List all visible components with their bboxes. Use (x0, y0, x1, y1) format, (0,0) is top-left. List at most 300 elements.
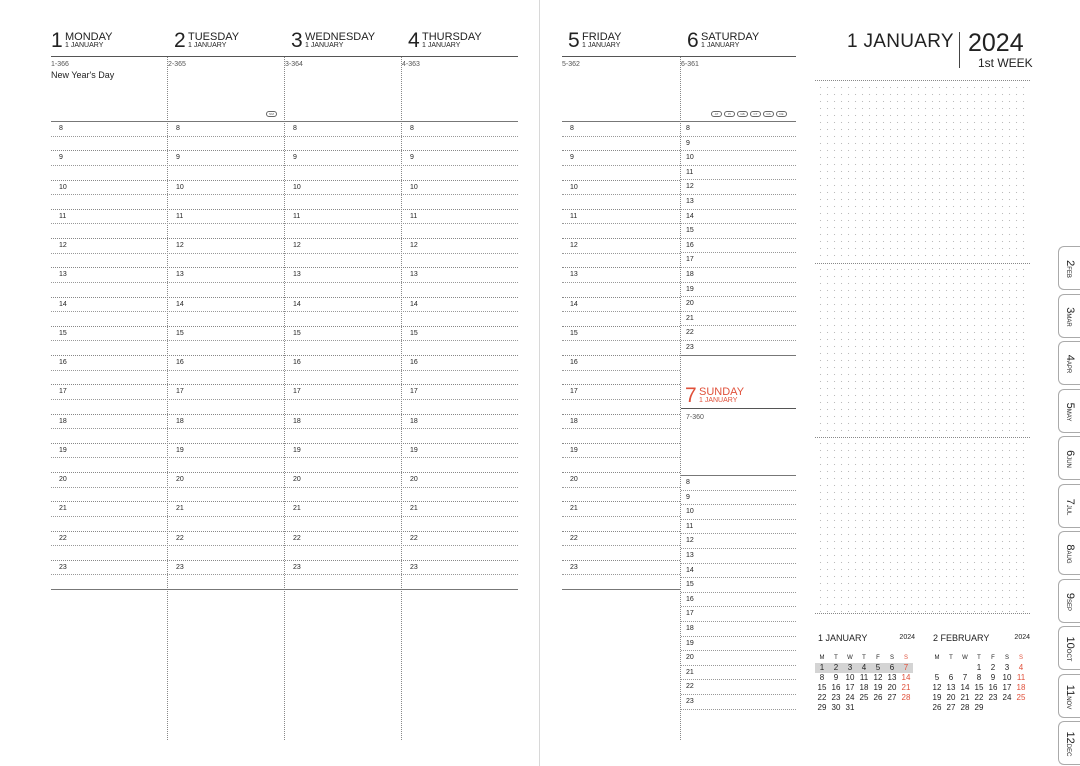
day-header-1 (51, 30, 161, 56)
hour-label: 16 (176, 359, 184, 366)
month-tab-nov[interactable] (1058, 674, 1080, 718)
date-cell: 24 (1002, 693, 1012, 702)
day-header-3 (291, 30, 401, 56)
hour-label: 14 (686, 566, 694, 574)
half-hour-line (51, 194, 518, 195)
day-header-6 (687, 30, 797, 56)
hour-line (681, 238, 796, 239)
hour-label: 23 (410, 563, 418, 571)
hour-label: 12 (59, 242, 67, 249)
week-row (815, 683, 913, 693)
day-count: 6-361 (681, 61, 699, 68)
hour-line (681, 136, 796, 137)
hour-label: 17 (59, 388, 67, 396)
date-cell: 26 (932, 703, 942, 712)
hour-label: 13 (410, 271, 418, 279)
hour-label: 14 (570, 300, 578, 308)
hour-label: 21 (686, 668, 694, 676)
sunday-grid-top (681, 475, 796, 476)
half-hour-line (562, 165, 680, 166)
hour-label: 8 (59, 125, 63, 132)
hour-line (681, 267, 796, 268)
saturday-grid-bottom (681, 355, 796, 356)
hour-line (51, 501, 518, 502)
hour-line (562, 531, 680, 532)
hour-line (681, 490, 796, 491)
hour-label: 20 (570, 476, 578, 483)
day-number: 6 (687, 29, 699, 52)
hour-label: 20 (686, 654, 694, 662)
date-cell: 20 (887, 683, 897, 692)
hour-label: 19 (293, 446, 301, 454)
date-cell: 13 (946, 683, 956, 692)
month-tab-number: 10 (1064, 636, 1076, 649)
date-cell: 27 (946, 703, 956, 712)
date-cell: 9 (833, 673, 839, 682)
hour-line (681, 577, 796, 578)
hour-line (562, 472, 680, 473)
half-hour-line (51, 253, 518, 254)
week-row (930, 683, 1028, 693)
hour-label: 21 (59, 505, 67, 513)
date-cell (871, 703, 885, 713)
day-month: 1 JANUARY (65, 42, 104, 49)
weekday-label: T (977, 654, 981, 661)
date-cell (986, 703, 1000, 713)
date-cell: 19 (932, 693, 942, 702)
notes-bottom-line (815, 613, 1030, 614)
weekday-label: S (1004, 654, 1009, 661)
weekday-label: W (847, 654, 853, 661)
half-hour-line (51, 399, 518, 400)
weekday-label: T (834, 654, 838, 661)
half-hour-line (562, 194, 680, 195)
month-tab-oct[interactable] (1058, 626, 1080, 670)
mini-calendar-month: 1 JANUARY (818, 633, 868, 643)
hour-line (681, 296, 796, 297)
hour-line (51, 326, 518, 327)
hour-label: 19 (410, 446, 418, 454)
hour-label: 22 (410, 534, 418, 542)
page-gutter (539, 0, 540, 766)
hour-line (51, 560, 518, 561)
date-cell: 3 (843, 663, 857, 673)
hour-line (681, 223, 796, 224)
hour-label: 22 (59, 534, 67, 542)
date-cell: 16 (988, 683, 998, 692)
mini-calendar-1 (815, 633, 915, 713)
day-month: 1 JANUARY (188, 42, 227, 49)
date-cell: 6 (885, 663, 899, 673)
month-tab-abbrev: JUN (1065, 456, 1071, 468)
month-tab-number: 4 (1064, 354, 1076, 361)
week-row (815, 703, 913, 713)
notes-divider (815, 263, 1030, 264)
weekday-row (815, 652, 913, 663)
date-cell: 15 (817, 683, 827, 692)
half-hour-line (51, 487, 518, 488)
header-line-right (562, 56, 796, 57)
hour-label: 9 (686, 493, 690, 501)
day-name: SATURDAY (701, 31, 760, 43)
month-tab-number: 9 (1064, 592, 1076, 599)
date-cell: 27 (887, 693, 897, 702)
hour-label: 16 (410, 359, 418, 366)
hour-line (681, 548, 796, 549)
hour-label: 11 (686, 168, 694, 176)
hour-line (562, 267, 680, 268)
weekday-label: M (819, 654, 825, 661)
notes-divider (815, 437, 1030, 438)
month-tab-jun[interactable] (1058, 436, 1080, 480)
date-cell: 11 (859, 673, 869, 682)
hour-label: 15 (293, 329, 301, 337)
half-hour-line (51, 340, 518, 341)
month-tab-number: 6 (1064, 450, 1076, 457)
month-tab-abbrev: JUL (1065, 504, 1071, 515)
month-tab-may[interactable] (1058, 389, 1080, 433)
month-tab-abbrev: SEP (1065, 598, 1071, 611)
half-hour-line (562, 223, 680, 224)
date-cell: 9 (990, 673, 996, 682)
month-tab-number: 12 (1064, 731, 1076, 744)
friday-grid-bottom (562, 589, 680, 590)
hour-label: 9 (570, 154, 574, 162)
saturday-badge: GS (763, 111, 774, 117)
day-name: THURSDAY (422, 31, 482, 43)
dot-grid-section (815, 438, 1030, 612)
weekday-row (930, 652, 1028, 663)
date-cell: 28 (960, 703, 970, 712)
month-tab-number: 8 (1064, 544, 1076, 551)
hour-label: 15 (570, 329, 578, 337)
week-row (930, 703, 1028, 713)
hour-line (51, 150, 518, 151)
hour-label: 13 (59, 271, 67, 279)
month-tab-abbrev: MAR (1065, 312, 1071, 327)
month-tab-number: 3 (1064, 306, 1076, 313)
hour-line (562, 209, 680, 210)
weekday-label: W (962, 654, 968, 661)
date-cell: 14 (901, 673, 911, 682)
month-tab-dec[interactable] (1058, 721, 1080, 765)
month-tab-abbrev: APR (1065, 360, 1071, 374)
half-hour-line (51, 516, 518, 517)
hour-label: 23 (59, 563, 67, 571)
month-tab-number: 7 (1064, 498, 1076, 505)
hour-line (562, 326, 680, 327)
hour-label: 9 (293, 154, 297, 162)
month-tab-mar[interactable] (1058, 294, 1080, 338)
date-cell (958, 663, 972, 673)
hour-line (51, 384, 518, 385)
month-tab-label (1062, 675, 1080, 719)
hour-label: 15 (59, 329, 67, 337)
hour-label: 9 (410, 154, 414, 162)
weekday-label: M (934, 654, 940, 661)
mini-calendar-header (930, 633, 1030, 647)
date-cell: 10 (845, 673, 855, 682)
hour-label: 8 (176, 125, 180, 132)
hour-line (681, 563, 796, 564)
month-tab-feb[interactable] (1058, 246, 1080, 290)
saturday-badge: CT (750, 111, 761, 117)
hour-label: 17 (410, 388, 418, 396)
month-tab-label (1062, 342, 1080, 386)
date-cell: 4 (857, 663, 871, 673)
friday-grid-top (562, 121, 680, 122)
hour-line (681, 636, 796, 637)
hour-label: 9 (686, 139, 690, 147)
hour-line (562, 297, 680, 298)
month-tab-aug[interactable] (1058, 531, 1080, 575)
mini-calendar-month: 2 FEBRUARY (933, 633, 990, 643)
mini-calendar-year: 2024 (899, 634, 915, 641)
hour-label: 12 (410, 242, 418, 249)
hour-label: 11 (410, 212, 418, 220)
date-cell: 25 (859, 693, 869, 702)
month-tab-abbrev: FEB (1065, 266, 1071, 278)
month-title: 1 JANUARY (847, 31, 954, 52)
day-count: 7-360 (686, 414, 704, 421)
hour-label: 11 (293, 212, 301, 220)
day-count: 4-363 (402, 61, 420, 68)
hour-line (51, 267, 518, 268)
day-name: WEDNESDAY (305, 31, 376, 43)
hour-line (681, 325, 796, 326)
hour-line (681, 650, 796, 651)
month-tab-sep[interactable] (1058, 579, 1080, 623)
half-hour-line (562, 457, 680, 458)
hour-label: 17 (570, 388, 578, 396)
month-tab-label (1062, 390, 1080, 434)
date-cell: 16 (831, 683, 841, 692)
weekday-label: T (862, 654, 866, 661)
month-tab-abbrev: DEC (1065, 743, 1071, 757)
weekday-label: S (1018, 654, 1023, 661)
saturday-grid-top (681, 121, 796, 122)
month-tab-label (1062, 580, 1080, 624)
month-tab-abbrev: NOV (1065, 695, 1071, 709)
sunday-header-line (681, 408, 796, 409)
year-label: 2024 (968, 29, 1024, 57)
hour-label: 23 (293, 563, 301, 571)
month-tab-number: 5 (1064, 402, 1076, 409)
hour-label: 21 (410, 505, 418, 513)
hour-line (681, 679, 796, 680)
half-hour-line (51, 574, 518, 575)
hour-label: 19 (570, 446, 578, 454)
hour-label: 18 (570, 417, 578, 425)
hour-label: 13 (686, 198, 694, 205)
dot-grid-section (815, 82, 1030, 262)
hour-line (681, 665, 796, 666)
hour-label: 8 (686, 479, 690, 486)
weekday-label: F (991, 654, 995, 661)
hour-label: 21 (293, 505, 301, 513)
half-hour-line (51, 545, 518, 546)
hour-line (681, 209, 796, 210)
mini-calendar-grid (930, 652, 1028, 713)
date-cell: 12 (932, 683, 942, 692)
month-tab-abbrev: MAY (1065, 408, 1071, 421)
date-cell: 6 (948, 673, 954, 682)
hour-label: 12 (686, 183, 694, 191)
hour-line (681, 179, 796, 180)
date-cell: 29 (817, 703, 827, 712)
date-cell: 3 (1004, 663, 1010, 672)
notes-top-line (815, 80, 1030, 81)
date-cell: 17 (1002, 683, 1012, 692)
hour-label: 10 (686, 154, 694, 162)
half-hour-line (562, 282, 680, 283)
hour-label: 14 (410, 300, 418, 308)
day-number: 3 (291, 29, 303, 52)
date-cell (944, 663, 958, 673)
hour-label: 8 (410, 125, 414, 132)
hour-line (562, 384, 680, 385)
holiday-note: New Year's Day (51, 70, 115, 80)
day-month: 1 JANUARY (422, 42, 461, 49)
date-cell: 7 (899, 663, 913, 673)
hour-label: 22 (176, 534, 184, 542)
hour-line (681, 282, 796, 283)
date-cell: 8 (819, 673, 825, 682)
day-number: 5 (568, 29, 580, 52)
date-cell: 20 (946, 693, 956, 702)
mini-calendar-2 (930, 633, 1030, 713)
date-cell (1000, 703, 1014, 713)
date-cell: 4 (1018, 663, 1024, 672)
hour-label: 16 (570, 359, 578, 366)
day-month: 1 JANUARY (305, 42, 344, 49)
hour-label: 21 (176, 505, 184, 513)
day-header-2 (174, 30, 284, 56)
hour-label: 20 (410, 476, 418, 483)
month-tab-label (1062, 437, 1080, 481)
date-cell: 21 (901, 683, 911, 692)
half-hour-line (51, 136, 518, 137)
hour-line (562, 180, 680, 181)
day-count: 2-365 (168, 61, 186, 68)
month-tab-apr[interactable] (1058, 341, 1080, 385)
month-tab-abbrev: AUG (1065, 550, 1071, 564)
moon-phase-badge: NM (266, 111, 277, 117)
week-row (930, 663, 1028, 673)
hour-label: 13 (686, 552, 694, 559)
hour-line (681, 533, 796, 534)
date-cell: 17 (845, 683, 855, 692)
date-cell: 7 (962, 673, 968, 682)
hour-label: 22 (570, 534, 578, 542)
day-number: 2 (174, 29, 186, 52)
date-cell: 13 (887, 673, 897, 682)
date-cell (899, 703, 913, 713)
half-hour-line (562, 399, 680, 400)
hour-line (681, 504, 796, 505)
week-row (930, 693, 1028, 703)
hour-label: 12 (686, 537, 694, 545)
hour-line (681, 194, 796, 195)
hour-line (681, 311, 796, 312)
date-cell: 12 (873, 673, 883, 682)
half-hour-line (562, 574, 680, 575)
hour-label: 17 (176, 388, 184, 396)
hour-line (681, 340, 796, 341)
half-hour-line (51, 223, 518, 224)
date-cell: 21 (960, 693, 970, 702)
date-cell (1014, 703, 1028, 713)
hour-label: 18 (59, 417, 67, 425)
month-tab-label (1062, 485, 1080, 529)
month-tab-jul[interactable] (1058, 484, 1080, 528)
half-hour-line (562, 370, 680, 371)
day-number: 7 (685, 384, 697, 407)
hour-line (562, 355, 680, 356)
hour-label: 18 (176, 417, 184, 425)
half-hour-line (51, 165, 518, 166)
date-cell: 28 (901, 693, 911, 702)
hour-line (562, 150, 680, 151)
hour-label: 17 (293, 388, 301, 396)
hour-line (51, 209, 518, 210)
hour-label: 10 (293, 183, 301, 191)
date-cell (857, 703, 871, 713)
hour-label: 8 (293, 125, 297, 132)
half-hour-line (562, 340, 680, 341)
hour-label: 22 (686, 683, 694, 691)
hour-line (681, 592, 796, 593)
hour-label: 8 (686, 125, 690, 132)
month-tab-number: 11 (1064, 684, 1076, 696)
hour-label: 12 (293, 242, 301, 249)
date-cell: 1 (815, 663, 829, 673)
hour-label: 12 (176, 242, 184, 249)
week-label: 1st WEEK (978, 56, 1033, 70)
month-tab-abbrev: OCT (1065, 648, 1071, 662)
hour-label: 13 (293, 271, 301, 279)
half-hour-line (51, 370, 518, 371)
weekday-label: T (949, 654, 953, 661)
weekday-label: S (903, 654, 908, 661)
hour-label: 9 (176, 154, 180, 162)
date-cell: 14 (960, 683, 970, 692)
date-cell: 2 (829, 663, 843, 673)
hour-line (681, 150, 796, 151)
hour-line (681, 694, 796, 695)
hour-label: 23 (176, 563, 184, 571)
hour-line (51, 180, 518, 181)
hour-label: 11 (176, 212, 184, 220)
date-cell: 8 (976, 673, 982, 682)
hour-label: 20 (176, 476, 184, 483)
date-cell: 18 (859, 683, 869, 692)
day-month: 1 JANUARY (582, 42, 621, 49)
hour-label: 23 (686, 698, 694, 705)
weekday-label: F (876, 654, 880, 661)
hour-line (562, 238, 680, 239)
hour-label: 10 (570, 183, 578, 191)
hour-label: 15 (686, 227, 694, 235)
date-cell: 19 (873, 683, 883, 692)
hour-label: 19 (686, 639, 694, 647)
day-month: 1 JANUARY (699, 397, 738, 404)
date-cell: 22 (974, 693, 984, 702)
date-cell: 23 (988, 693, 998, 702)
hour-line (562, 443, 680, 444)
day-name: FRIDAY (582, 31, 622, 43)
hour-label: 8 (570, 125, 574, 132)
